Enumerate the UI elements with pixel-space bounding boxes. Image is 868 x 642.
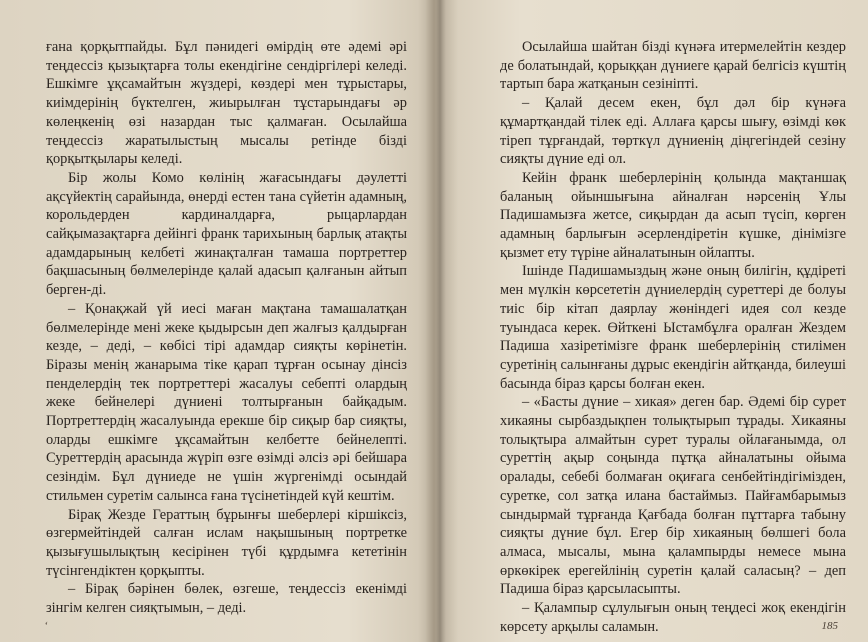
left-paragraph-3: – Қонақжай үй иесі маған мақтана тамашалатқан бөлмелерінде мені жеке қыдырсын деп жалғыз қалдырған кезде, – деді, – көбісі тірі адамдар сияқты көрінетін. Біразы менің жанарыма тіке қарап тұрған осынау дінсіз пенделердің тек портреттері жасалуы себепті олардың жеке бейнелері дүниені толтырғанын байқадым. Портреттердің жасалуында ерекше бір сиқыр бар сияқты, оларды ешкімге ұқсамайтын келбетте бейнелепті. Суреттердің арасында жүріп өзге өзімді әлсіз әрі бейшара сезіндім. Бұл дүниеде не үшін жүргенімді осындай стильмен суретім салынса ғана түсінетіндей күй кештім. <box>46 300 407 504</box>
right-paragraph-6: – Қалампыр сұлулығын оның теңдесі жоқ екендігін көрсету арқылы саламын. <box>500 600 846 635</box>
left-paragraph-2: Бір жолы Комо көлінің жағасындағы дәулетті ақсүйектің сарайында, өнерді естен тана сүйетін адамның, корольдерден кардиналдарға, рыцарлардан сайқымазақтарға дейінгі франк тарихының барлық атақты адамдарының келбеті жинақталған тамаша портреттер бақшасының бөлмелерінде қалай адасып қалғанын айтып берген-ді. <box>46 169 407 299</box>
left-paragraph-1: ғана қорқытпайды. Бұл пәнидегі өмірдің өте әдемі әрі теңдессіз қызықтарға толы екендігіне сендіргілері келеді. Ешкімге ұқсамайтын жүздері, көздері мен тұрыстары, киімдерінің бүктелген, жиырылған тұстарындағы әр көлеңкенің өзі назардан тыс қалмаған. Осылайша теңдессіз жаратылыстың мысалы ретінде бізді қорқытқылары келеді. <box>46 39 407 168</box>
right-paragraph-3: Кейін франк шеберлерінің қолында мақтаншақ баланың ойыншығына айналған нәрсенің Ұлы Падишамызға жетсе, сиқырдан да асып түсіп, көрген адамның барлығын әсерлендіретін күшке, дінімізге қызмет ету түріне айналатынын ойлапты. <box>500 169 846 261</box>
left-paragraph-5: – Бірақ бәрінен бөлек, өзгеше, теңдессіз екенімді зінгім келген сияқтымын, – деді. <box>46 581 407 617</box>
right-page <box>440 0 868 642</box>
right-paragraph-1: Осылайша шайтан бізді күнәға итермелейтін кездер де болатындай, қорыққан дүниеге қарай белгісіз күштің тартып бара жатқанын сезініпті. <box>500 39 846 93</box>
left-page-number: ʻ <box>44 620 48 632</box>
left-page <box>0 0 425 642</box>
right-paragraph-2: – Қалай десем екен, бұл дәл бір күнәға құмартқандай тілек еді. Аллаға қарсы шығу, өзімді көк тіреп тұрғандай, төрткүл дүниенің діңгегіндей сезіну сияқты дүние еді ол. <box>500 95 846 168</box>
right-page-number: 185 <box>821 620 838 632</box>
right-paragraph-4: Ішінде Падишамыздың және оның билігін, құдіреті мен мүлкін көрсететін дүниелердің суреттері де болуы тиіс бір кітап даярлау жөніндегі идея сол кезде туындаса керек. Өйткені Ыстамбұлға оралған Жездем Падиша хазіретімізге франк шеберлерінің стилімен суретінің салынғаны дұрыс екендігін айтқанда, билеуші басында біраз қарсы болған екен. <box>500 263 846 392</box>
right-paragraph-5: – «Басты дүние – хикая» деген бар. Әдемі бір сурет хикаяны сырбаздықпен толықтырып тұрады. Хикаяны толықтыра алмайтын сурет туралы ойлағанымда, ол суреттің ақыр соңында пұтқа айналатыны ойыма оралады, себебі болмаған оқиғага сенбейтіндігімізден, суретке, сол затқа илана бастаймыз. Пайғамбарымыз сындырмай тұрғанда Қағбада болған пұттарға табыну сияқты дүние бұл. Егер бір хикаяның бөлшегі бола алмаса, мысалы, мына қалампырды немесе мына өркөкірек ерегейлінің суретін қалай саласың? – деп Падиша біраз қарсыласыпты. <box>500 394 846 598</box>
left-paragraph-4: Бірақ Жезде Гераттың бұрынғы шеберлері кіршіксіз, өзгермейтіндей салған ислам нақышының портретке қызығушылықтың кесірінен түбі құрдымға кететінін түсінгендіктен қорқыпты. <box>46 506 407 579</box>
